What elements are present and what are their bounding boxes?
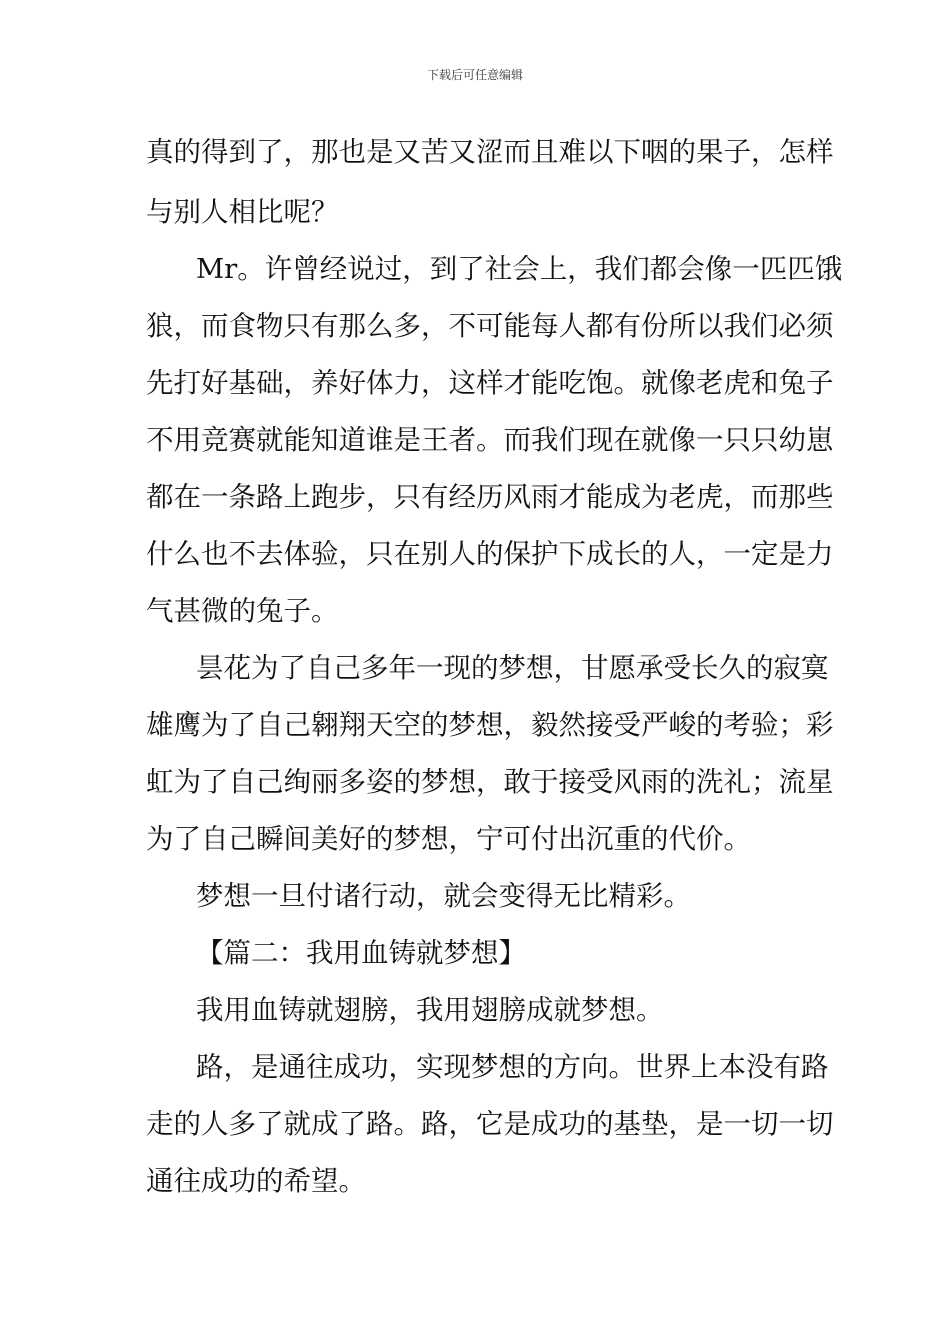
text-line: 什么也不去体验，只在别人的保护下成长的人，一定是力 (146, 538, 834, 570)
text-line: 狼，而食物只有那么多，不可能每人都有份所以我们必须 (146, 310, 834, 342)
paragraph-first-line: 路，是通往成功，实现梦想的方向。世界上本没有路 (196, 1051, 829, 1083)
text-line: 雄鹰为了自己翱翔天空的梦想，毅然接受严峻的考验；彩 (146, 709, 834, 741)
text-line: 真的得到了，那也是又苦又涩而且难以下咽的果子，怎样 (146, 136, 834, 168)
page-header: 下载后可任意编辑 (426, 68, 523, 82)
text-line: 气甚微的兔子。 (146, 595, 339, 627)
text-line: 走的人多了就成了路。路，它是成功的基垫，是一切一切 (146, 1108, 834, 1140)
text-line: 虹为了自己绚丽多姿的梦想，敢于接受风雨的洗礼；流星 (146, 766, 834, 798)
section-heading: 【篇二：我用血铸就梦想】 (196, 937, 526, 969)
paragraph-first-line: 昙花为了自己多年一现的梦想，甘愿承受长久的寂寞 (196, 652, 829, 684)
text-line: 都在一条路上跑步，只有经历风雨才能成为老虎，而那些 (146, 481, 834, 513)
text-line: 先打好基础，养好体力，这样才能吃饱。就像老虎和兔子 (146, 367, 834, 399)
text-line: 与别人相比呢？ (146, 196, 339, 228)
paragraph-first-line: 梦想一旦付诸行动，就会变得无比精彩。 (196, 880, 691, 912)
paragraph-first-line: Mr。许曾经说过，到了社会上，我们都会像一匹匹饿 (196, 253, 843, 285)
text-line: 通往成功的希望。 (146, 1165, 366, 1197)
text-line: 不用竞赛就能知道谁是王者。而我们现在就像一只只幼崽 (146, 424, 834, 456)
paragraph-first-line: 我用血铸就翅膀，我用翅膀成就梦想。 (196, 994, 664, 1026)
text-line: 为了自己瞬间美好的梦想，宁可付出沉重的代价。 (146, 823, 751, 855)
